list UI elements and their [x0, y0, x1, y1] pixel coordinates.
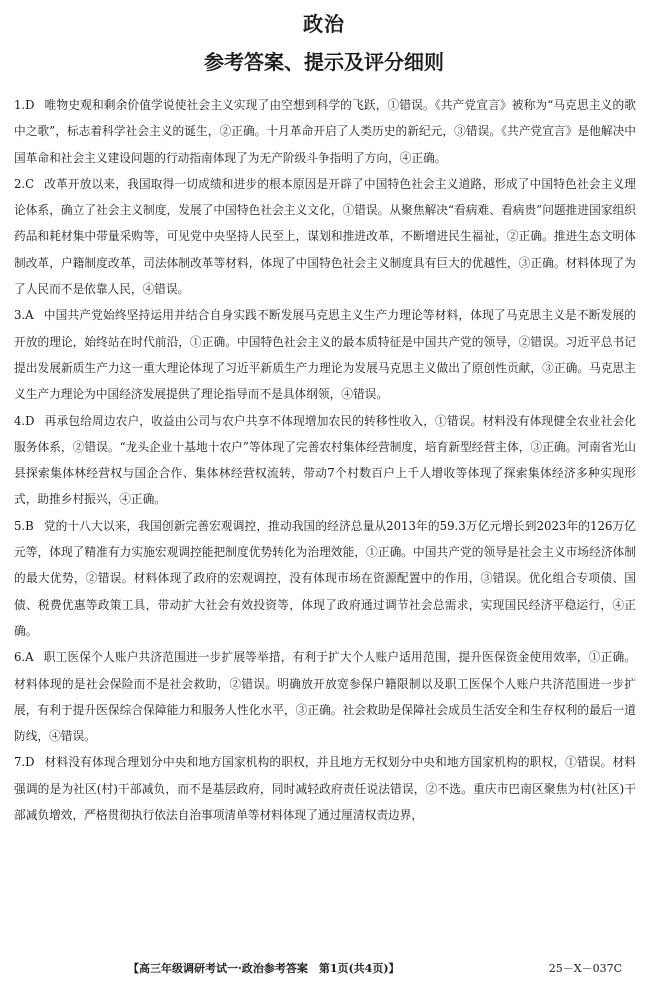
answer-item-6 — [14, 644, 636, 749]
answer-number: 4.D — [14, 413, 35, 428]
answer-item-7 — [14, 749, 636, 828]
answer-number: 6.A — [14, 650, 34, 665]
answer-explanation: 改革开放以来，我国取得一切成绩和进步的根本原因是开辟了中国特色社会主义道路，形成了中国特色社会主义理论体系，确立了社会主义制度，发展了中国特色社会主义文化，①错误。从聚焦解决“看病难、看病贵”问题推进国家组织药品和耗材集中带量采购等，可见党中央坚持人民至上，谋划和推进改革，不断增进民生福祉，②正确。推进生态文明体制改革，户籍制度改革，司法体制改革等材料，体现了中国特色社会主义制度具有巨大的优越性，③正确。材料体现了为了人民而不是依靠人民，④错误。 — [14, 176, 636, 297]
answer-explanation: 中国共产党始终坚持运用并结合自身实践不断发展马克思主义生产力理论等材料，体现了马克思主义是不断发展的开放的理论，始终站在时代前沿，①正确。中国特色社会主义的最本质特征是中国共产党的领导，②错误。习近平总书记提出发展新质生产力这一重大理论体现了习近平新质生产力理论为发展马克思主义做出了原创性贡献，③正确。马克思主义生产力理论为中国经济发展提供了理论指导而不是具体纲领，④错误。 — [14, 308, 636, 402]
page-subtitle: 参考答案、提示及评分细则 — [204, 50, 444, 74]
answer-explanation: 再承包给周边农户，收益由公司与农户共享不体现增加农民的转移性收入，①错误。材料没有体现健全农业社会化服务体系，②错误。“龙头企业十基地十农户”等体现了完善农村集体经营制度，培育新型经营主体，③正确。河南省光山县探索集体林经营权与国企合作、集体林经营权流转，带动7个村数百户上千人增收等体现了探索集体经济多种实现形式，助推乡村振兴，④正确。 — [14, 413, 636, 507]
answer-item-1 — [14, 92, 636, 171]
answer-item-5 — [14, 513, 636, 644]
footer-page-info: 【高三年级调研考试一·政治参考答案 第1页(共4页)】 — [128, 962, 400, 975]
page-title: 政治 — [303, 12, 345, 36]
answer-item-3 — [14, 302, 636, 407]
footer-exam-code: 25－X－037C — [548, 962, 622, 975]
answer-item-2 — [14, 171, 636, 302]
answer-number: 2.C — [14, 176, 35, 191]
answer-explanation: 唯物史观和剩余价值学说使社会主义实现了由空想到科学的飞跃，①错误。《共产党宣言》被称为“马克思主义的歌中之歌”，标志着科学社会主义的诞生，②正确。十月革命开启了人类历史的新纪元，③错误。《共产党宣言》是他解决中国革命和社会主义建设问题的行动指南体现了为无产阶级斗争指明了方向，④正确。 — [14, 98, 636, 165]
answer-number: 1.D — [14, 98, 35, 112]
page-footer — [0, 960, 648, 980]
answer-number: 5.B — [14, 518, 34, 533]
answer-item-4 — [14, 408, 636, 513]
answer-number: 7.D — [14, 755, 35, 770]
answer-explanation: 党的十八大以来，我国创新完善宏观调控，推动我国的经济总量从2013年的59.3万亿元增长到2023年的126万亿元等，体现了精准有力实施宏观调控能把制度优势转化为治理效能，①正确。中国共产党的领导是社会主义市场经济体制的最大优势，②错误。材料体现了政府的宏观调控，没有体现市场在资源配置中的作用，③错误。优化组合专项债、国债、税费优惠等政策工具，带动扩大社会有效投资等，体现了政府通过调节社会总需求，实现国民经济平稳运行，④正确。 — [14, 518, 636, 638]
answer-list — [14, 92, 636, 828]
answer-explanation: 材料没有体现合理划分中央和地方国家机构的职权，并且地方无权划分中央和地方国家机构的职权，①错误。材料强调的是为社区(村)干部减负，而不是基层政府，同时减轻政府责任说法错误，②不选。重庆市巴南区聚焦为村(社区)干部减负增效，严格贯彻执行依法自治事项清单等材料体现了通过厘清权责边界， — [14, 755, 636, 823]
answer-number: 3.A — [14, 308, 34, 323]
answer-explanation: 职工医保个人账户共济范围进一步扩展等举措，有利于扩大个人账户适用范围，提升医保资金使用效率，①正确。材料体现的是社会保险而不是社会救助，②错误。明确放开放宽参保户籍限制以及职工医保个人账户共济范围进一步扩展，有利于提升医保综合保障能力和服务人性化水平，③正确。社会救助是保障社会成员生活安全和生存权利的最后一道防线，④错误。 — [14, 650, 636, 744]
